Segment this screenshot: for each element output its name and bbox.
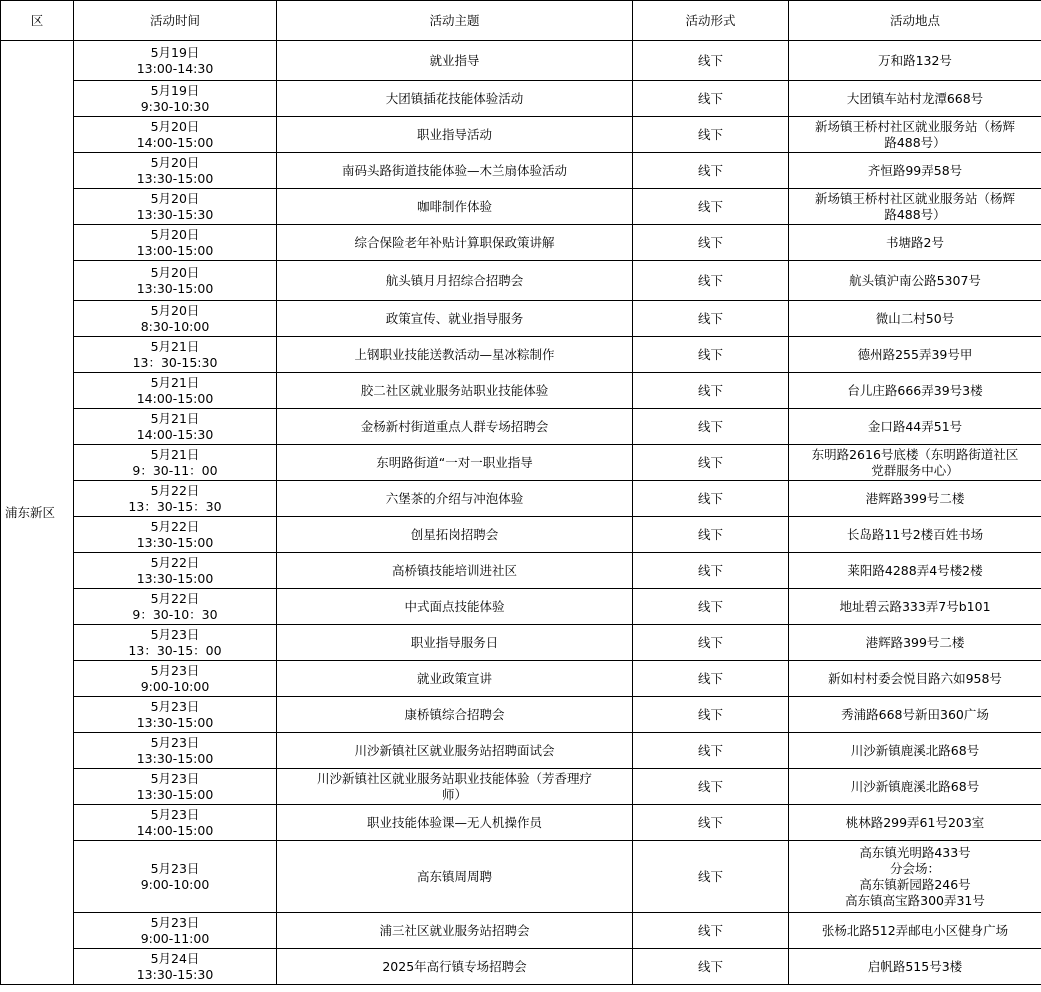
activity-location: 桃林路299弄61号203室 [845, 814, 985, 830]
location-cell [789, 913, 1041, 949]
activity-theme: 师） [441, 786, 467, 802]
time-cell [74, 225, 277, 261]
table-row [1, 625, 1041, 661]
theme-cell [277, 445, 633, 481]
activity-location: 分会场： [889, 860, 940, 876]
format-cell: 线下 [633, 625, 789, 661]
header-format: 活动形式 [633, 1, 789, 41]
location-cell [789, 261, 1041, 301]
activity-location: 航头镇沪南公路5307号 [849, 272, 981, 288]
activity-time: 13:30-15:00 [136, 534, 214, 550]
time-cell [74, 697, 277, 733]
time-cell [74, 553, 277, 589]
location-cell [789, 625, 1041, 661]
location-cell [789, 661, 1041, 697]
activity-time: 13:30-15:30 [136, 966, 214, 982]
table-body [1, 41, 1041, 985]
format-cell: 线下 [633, 481, 789, 517]
activity-date: 5月21日 [150, 410, 200, 426]
format-cell: 线下 [633, 913, 789, 949]
table-row [1, 697, 1041, 733]
activity-location: 高东镇高宝路300弄31号 [845, 892, 985, 908]
table-row [1, 117, 1041, 153]
activity-date: 5月19日 [150, 82, 200, 98]
activity-time: 13：30-15：00 [128, 642, 222, 658]
activity-time: 13:30-15:00 [136, 786, 214, 802]
activity-date: 5月23日 [150, 626, 200, 642]
location-cell [789, 949, 1041, 985]
activity-date: 5月20日 [150, 190, 200, 206]
activity-time: 14:00-15:30 [136, 426, 214, 442]
location-cell [789, 733, 1041, 769]
activity-time: 13:30-15:30 [136, 206, 214, 222]
activity-theme: 中式面点技能体验 [404, 598, 505, 614]
theme-cell [277, 301, 633, 337]
location-cell [789, 445, 1041, 481]
activity-date: 5月22日 [150, 518, 200, 534]
activity-location: 路488号） [884, 134, 946, 150]
activity-theme: 金杨新村街道重点人群专场招聘会 [360, 418, 549, 434]
location-cell [789, 41, 1041, 81]
theme-cell [277, 41, 633, 81]
time-cell [74, 117, 277, 153]
activity-date: 5月21日 [150, 374, 200, 390]
theme-cell [277, 481, 633, 517]
activity-location: 高东镇光明路433号 [859, 844, 971, 860]
activity-location: 德州路255弄39号甲 [857, 346, 973, 362]
format-cell: 线下 [633, 661, 789, 697]
time-cell [74, 589, 277, 625]
theme-cell [277, 117, 633, 153]
activity-theme: 高东镇周周聘 [416, 868, 492, 884]
activity-date: 5月23日 [150, 770, 200, 786]
activity-time: 13:00-14:30 [136, 60, 214, 76]
activity-date: 5月23日 [150, 860, 200, 876]
format-cell: 线下 [633, 41, 789, 81]
location-cell [789, 841, 1041, 913]
format-cell: 线下 [633, 373, 789, 409]
location-cell [789, 81, 1041, 117]
time-cell [74, 481, 277, 517]
activity-location: 大团镇车站村龙潭668号 [846, 90, 984, 106]
location-cell [789, 517, 1041, 553]
theme-cell [277, 733, 633, 769]
location-cell [789, 769, 1041, 805]
location-cell [789, 373, 1041, 409]
time-cell [74, 517, 277, 553]
format-cell: 线下 [633, 117, 789, 153]
activity-date: 5月20日 [150, 226, 200, 242]
header-district: 区 [1, 1, 74, 41]
activity-date: 5月20日 [150, 264, 200, 280]
activity-location: 张杨北路512弄邮电小区健身广场 [821, 922, 1009, 938]
activity-location: 莱阳路4288弄4号楼2楼 [847, 562, 983, 578]
activity-theme: 川沙新镇社区就业服务站职业技能体验（芳香理疗 [316, 770, 592, 786]
theme-cell [277, 553, 633, 589]
format-cell: 线下 [633, 225, 789, 261]
activity-location: 党群服务中心） [871, 462, 959, 478]
location-cell [789, 225, 1041, 261]
theme-cell [277, 153, 633, 189]
activity-time: 13:30-15:00 [136, 570, 214, 586]
location-cell [789, 481, 1041, 517]
time-cell [74, 445, 277, 481]
theme-cell [277, 625, 633, 661]
format-cell: 线下 [633, 733, 789, 769]
theme-cell [277, 697, 633, 733]
activity-time: 9：30-10：30 [132, 606, 218, 622]
time-cell [74, 153, 277, 189]
table-row [1, 913, 1041, 949]
location-cell [789, 117, 1041, 153]
activity-date: 5月21日 [150, 446, 200, 462]
table-row [1, 589, 1041, 625]
activity-theme: 职业指导服务日 [410, 634, 499, 650]
activity-location: 港辉路399号二楼 [865, 490, 965, 506]
format-cell: 线下 [633, 81, 789, 117]
time-cell [74, 41, 277, 81]
activity-time: 13：30-15:30 [132, 354, 218, 370]
activity-theme: 六堡茶的介绍与冲泡体验 [385, 490, 524, 506]
time-cell [74, 337, 277, 373]
table-row [1, 769, 1041, 805]
theme-cell [277, 189, 633, 225]
theme-cell [277, 769, 633, 805]
activity-theme: 浦三社区就业服务站招聘会 [379, 922, 530, 938]
activity-date: 5月23日 [150, 698, 200, 714]
activity-date: 5月24日 [150, 950, 200, 966]
activity-time: 13:30-15:00 [136, 280, 214, 296]
theme-cell [277, 661, 633, 697]
format-cell: 线下 [633, 409, 789, 445]
time-cell [74, 625, 277, 661]
activity-time: 9:30-10:30 [140, 98, 210, 114]
activity-theme: 创星拓岗招聘会 [410, 526, 499, 542]
format-cell: 线下 [633, 769, 789, 805]
activity-theme: 川沙新镇社区就业服务站招聘面试会 [354, 742, 555, 758]
activity-location: 新场镇王桥村社区就业服务站（杨辉 [814, 190, 1015, 206]
activity-theme: 高桥镇技能培训进社区 [391, 562, 517, 578]
activity-location: 微山二村50号 [875, 310, 955, 326]
location-cell [789, 589, 1041, 625]
table-row [1, 41, 1041, 81]
activity-date: 5月19日 [150, 44, 200, 60]
table-row [1, 81, 1041, 117]
theme-cell [277, 949, 633, 985]
activity-location: 金口路44弄51号 [867, 418, 963, 434]
activity-location: 齐恒路99弄58号 [867, 162, 963, 178]
theme-cell [277, 841, 633, 913]
table-row [1, 409, 1041, 445]
format-cell: 线下 [633, 553, 789, 589]
header-theme: 活动主题 [277, 1, 633, 41]
time-cell [74, 805, 277, 841]
location-cell [789, 153, 1041, 189]
format-cell: 线下 [633, 261, 789, 301]
format-cell: 线下 [633, 337, 789, 373]
activity-date: 5月20日 [150, 118, 200, 134]
time-cell [74, 661, 277, 697]
format-cell: 线下 [633, 189, 789, 225]
activity-date: 5月22日 [150, 554, 200, 570]
table-row [1, 481, 1041, 517]
activity-time: 9:00-11:00 [140, 930, 210, 946]
activity-location: 启帆路515号3楼 [867, 958, 963, 974]
time-cell [74, 373, 277, 409]
activity-theme: 上钢职业技能送教活动—星冰粽制作 [354, 346, 555, 362]
theme-cell [277, 373, 633, 409]
table-row [1, 445, 1041, 481]
theme-cell [277, 261, 633, 301]
activity-theme: 就业政策宣讲 [416, 670, 492, 686]
table-row [1, 189, 1041, 225]
theme-cell [277, 805, 633, 841]
theme-cell [277, 225, 633, 261]
header-time: 活动时间 [74, 1, 277, 41]
format-cell: 线下 [633, 301, 789, 337]
format-cell: 线下 [633, 841, 789, 913]
activity-theme: 康桥镇综合招聘会 [404, 706, 505, 722]
theme-cell [277, 517, 633, 553]
location-cell [789, 697, 1041, 733]
activity-theme: 航头镇月月招综合招聘会 [385, 272, 524, 288]
table-row [1, 261, 1041, 301]
time-cell [74, 949, 277, 985]
activity-theme: 职业指导活动 [416, 126, 492, 142]
format-cell: 线下 [633, 517, 789, 553]
time-cell [74, 409, 277, 445]
activity-theme: 东明路街道“一对一职业指导 [376, 454, 533, 470]
table-row [1, 225, 1041, 261]
activity-location: 港辉路399号二楼 [865, 634, 965, 650]
activity-location: 东明路2616号底楼（东明路街道社区 [811, 446, 1019, 462]
location-cell [789, 409, 1041, 445]
activity-time: 9:00-10:00 [140, 876, 210, 892]
format-cell: 线下 [633, 153, 789, 189]
activity-location: 新如村村委会悦目路六如958号 [828, 670, 1002, 686]
format-cell: 线下 [633, 697, 789, 733]
activity-time: 13:30-15:00 [136, 170, 214, 186]
table-row [1, 337, 1041, 373]
time-cell [74, 769, 277, 805]
location-cell [789, 337, 1041, 373]
table-row [1, 841, 1041, 913]
activity-theme: 咖啡制作体验 [416, 198, 492, 214]
activity-date: 5月23日 [150, 806, 200, 822]
activity-date: 5月21日 [150, 338, 200, 354]
activity-theme: 综合保险老年补贴计算职保政策讲解 [354, 234, 555, 250]
time-cell [74, 261, 277, 301]
theme-cell [277, 589, 633, 625]
activity-location: 川沙新镇鹿溪北路68号 [850, 778, 980, 794]
activity-theme: 南码头路街道技能体验—木兰扇体验活动 [341, 162, 567, 178]
time-cell [74, 913, 277, 949]
activity-theme: 职业技能体验课—无人机操作员 [366, 814, 542, 830]
theme-cell [277, 337, 633, 373]
activity-time: 9：30-11：00 [132, 462, 218, 478]
activity-date: 5月22日 [150, 482, 200, 498]
format-cell: 线下 [633, 589, 789, 625]
activity-location: 长岛路11号2楼百姓书场 [846, 526, 984, 542]
activity-date: 5月23日 [150, 734, 200, 750]
table-row [1, 517, 1041, 553]
activity-date: 5月23日 [150, 662, 200, 678]
activity-theme: 政策宣传、就业指导服务 [385, 310, 524, 326]
table-row [1, 301, 1041, 337]
activity-location: 地址碧云路333弄7号b101 [839, 598, 991, 614]
time-cell [74, 841, 277, 913]
theme-cell [277, 81, 633, 117]
table-row [1, 661, 1041, 697]
location-cell [789, 189, 1041, 225]
activity-theme: 2025年高行镇专场招聘会 [382, 958, 527, 974]
activity-date: 5月20日 [150, 302, 200, 318]
activity-location: 路488号） [884, 206, 946, 222]
activity-time: 13：30-15：30 [128, 498, 222, 514]
activity-location: 台儿庄路666弄39号3楼 [847, 382, 983, 398]
format-cell: 线下 [633, 949, 789, 985]
location-cell [789, 553, 1041, 589]
time-cell [74, 81, 277, 117]
activity-theme: 胶二社区就业服务站职业技能体验 [360, 382, 549, 398]
activity-location: 万和路132号 [878, 52, 952, 68]
location-cell [789, 301, 1041, 337]
district-cell: 浦东新区 [1, 41, 74, 985]
theme-cell [277, 409, 633, 445]
header-row [1, 1, 1041, 41]
table-row [1, 553, 1041, 589]
table-row [1, 373, 1041, 409]
header-location: 活动地点 [789, 1, 1041, 41]
activity-date: 5月20日 [150, 154, 200, 170]
format-cell: 线下 [633, 805, 789, 841]
theme-cell [277, 913, 633, 949]
activity-time: 13:30-15:00 [136, 714, 214, 730]
activity-theme: 大团镇插花技能体验活动 [385, 90, 524, 106]
table-row [1, 153, 1041, 189]
table-row [1, 733, 1041, 769]
activity-time: 8:30-10:00 [140, 318, 210, 334]
activity-location: 高东镇新园路246号 [859, 876, 971, 892]
activity-location: 新场镇王桥村社区就业服务站（杨辉 [814, 118, 1015, 134]
table-row [1, 805, 1041, 841]
activity-time: 13:00-15:00 [136, 242, 214, 258]
table-row [1, 949, 1041, 985]
format-cell: 线下 [633, 445, 789, 481]
location-cell [789, 805, 1041, 841]
activity-location: 川沙新镇鹿溪北路68号 [850, 742, 980, 758]
activity-time: 14:00-15:00 [136, 390, 214, 406]
activity-time: 14:00-15:00 [136, 822, 214, 838]
activity-theme: 就业指导 [429, 52, 480, 68]
activity-location: 秀浦路668号新田360广场 [841, 706, 989, 722]
activity-time: 14:00-15:00 [136, 134, 214, 150]
time-cell [74, 189, 277, 225]
time-cell [74, 301, 277, 337]
activity-date: 5月23日 [150, 914, 200, 930]
time-cell [74, 733, 277, 769]
activity-time: 9:00-10:00 [140, 678, 210, 694]
activity-date: 5月22日 [150, 590, 200, 606]
activity-time: 13:30-15:00 [136, 750, 214, 766]
activity-location: 书塘路2号 [886, 234, 944, 250]
